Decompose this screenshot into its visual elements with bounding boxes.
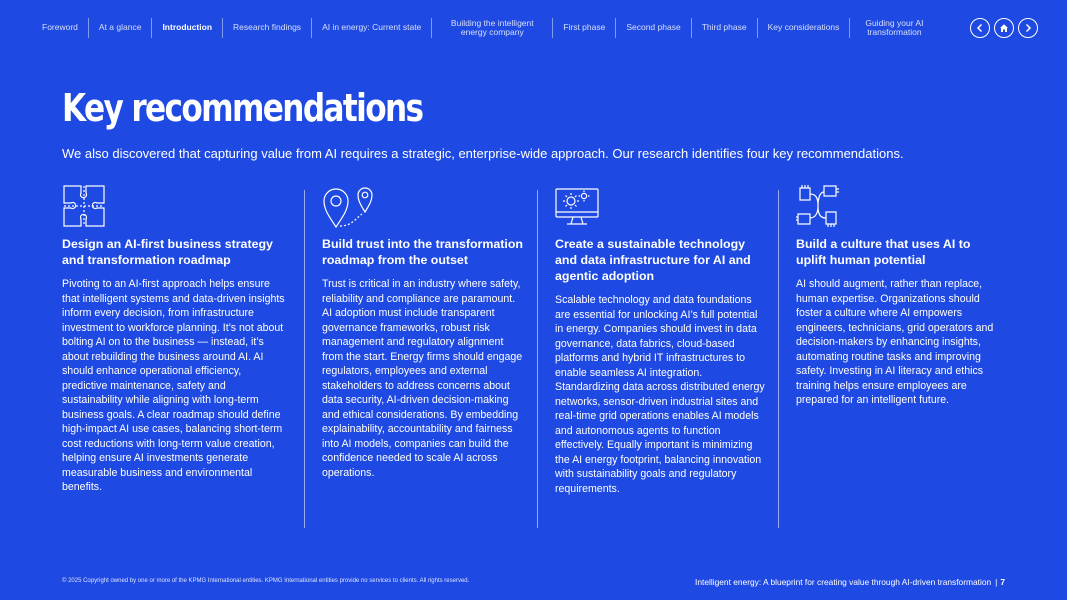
recommendation-column-3 (555, 184, 765, 496)
footer-copyright: © 2025 Copyright owned by one or more of the KPMG International entities. KPMG International entities provide no services to clients. All rights reserved. (62, 578, 470, 584)
previous-page-button[interactable] (970, 18, 990, 38)
nav-item-introduction[interactable]: Introduction (151, 18, 222, 38)
recommendation-column-2 (322, 184, 524, 480)
page-title: Key recommendations (62, 86, 423, 130)
home-icon (999, 23, 1009, 33)
nav-item-foreword[interactable]: Foreword (42, 22, 78, 33)
column-divider (537, 190, 538, 528)
recommendation-body: Pivoting to an AI-first approach helps ensure that intelligent systems and data-driven insights inform every decision, from infrastructure investment to workforce planning. It’s not about bolting AI on to the business — instead, it’s about rebuilding the business around AI. AI should enhance operational efficiency, predictive maintenance, safety and sustainability while aligning with long-term business goals. A clear roadmap should define high-impact AI use cases, balancing short-term cost reductions with long-term value creation, helping ensure AI investments generate measurable business and environmental benefits. (62, 278, 285, 493)
puzzle-icon (62, 184, 106, 228)
page-number: 7 (1000, 577, 1005, 587)
map-pins-icon (322, 184, 376, 228)
nav-item-building-intelligent-energy[interactable]: Building the intelligent energy company (431, 18, 552, 38)
nav-item-third-phase[interactable]: Third phase (691, 18, 757, 38)
nav-item-research-findings[interactable]: Research findings (222, 18, 311, 38)
intro-text: We also discovered that capturing value from AI requires a strategic, enterprise-wide approach. Our research identifies four key recommendations. (62, 146, 904, 161)
chevron-left-icon (975, 23, 985, 33)
next-page-button[interactable] (1018, 18, 1038, 38)
monitor-gears-icon (555, 184, 599, 228)
recommendation-column-1 (62, 184, 286, 495)
publication-title: Intelligent energy: A blueprint for creating value through AI-driven transformation (695, 577, 992, 587)
home-button[interactable] (994, 18, 1014, 38)
nav-item-second-phase[interactable]: Second phase (615, 18, 690, 38)
joined-hands-icon (796, 184, 840, 228)
column-divider (778, 190, 779, 528)
nav-item-guiding-ai-transformation[interactable]: Guiding your AI transformation (849, 18, 938, 38)
nav-item-key-considerations[interactable]: Key considerations (757, 18, 850, 38)
footer-separator: | (995, 577, 998, 587)
recommendation-title: Create a sustainable technology and data infrastructure for AI and agentic adoption (555, 237, 751, 283)
chevron-right-icon (1023, 23, 1033, 33)
column-divider (304, 190, 305, 528)
recommendation-column-4 (796, 184, 1002, 408)
recommendation-title: Build a culture that uses AI to uplift human potential (796, 237, 971, 267)
footer-publication (695, 577, 1005, 587)
recommendation-title: Design an AI-first business strategy and transformation roadmap (62, 237, 273, 267)
nav-buttons (970, 18, 1038, 38)
nav-item-first-phase[interactable]: First phase (552, 18, 615, 38)
recommendation-body: Trust is critical in an industry where safety, reliability and compliance are paramount. AI adoption must include transparent governance frameworks, robust risk management and regulatory alignment from the start. Energy firms should engage regulators, employees and external stakeholders to address concerns about data security, AI-driven decision-making and ethical considerations. By embedding explainability, accountability and fairness into AI models, companies can build the confidence needed to scale AI across operations. (322, 278, 523, 479)
nav-item-ai-in-energy[interactable]: AI in energy: Current state (311, 18, 431, 38)
top-navigation (32, 14, 1067, 42)
recommendation-body: AI should augment, rather than replace, human expertise. Organizations should foster a culture where AI empowers engineers, technicians, grid operators and decision-makers by enhancing insights, automating routine tasks and improving safety. Investing in AI literacy and ethics training helps ensure employees are prepared for an intelligent future. (796, 278, 994, 406)
recommendation-title: Build trust into the transformation roadmap from the outset (322, 237, 523, 267)
recommendation-body: Scalable technology and data foundations are essential for unlocking AI’s full potential in energy. Companies should invest in data governance, data fabrics, cloud-based platforms and hybrid IT infrastructures to enable seamless AI integration. Standardizing data across distributed energy networks, sensor-driven industrial sites and real-time grid operations enables AI models and autonomous agents to function effectively. Equally important is minimizing the AI energy footprint, balancing innovation with sustainability goals and regulatory requirements. (555, 294, 765, 495)
nav-item-at-a-glance[interactable]: At a glance (88, 18, 152, 38)
